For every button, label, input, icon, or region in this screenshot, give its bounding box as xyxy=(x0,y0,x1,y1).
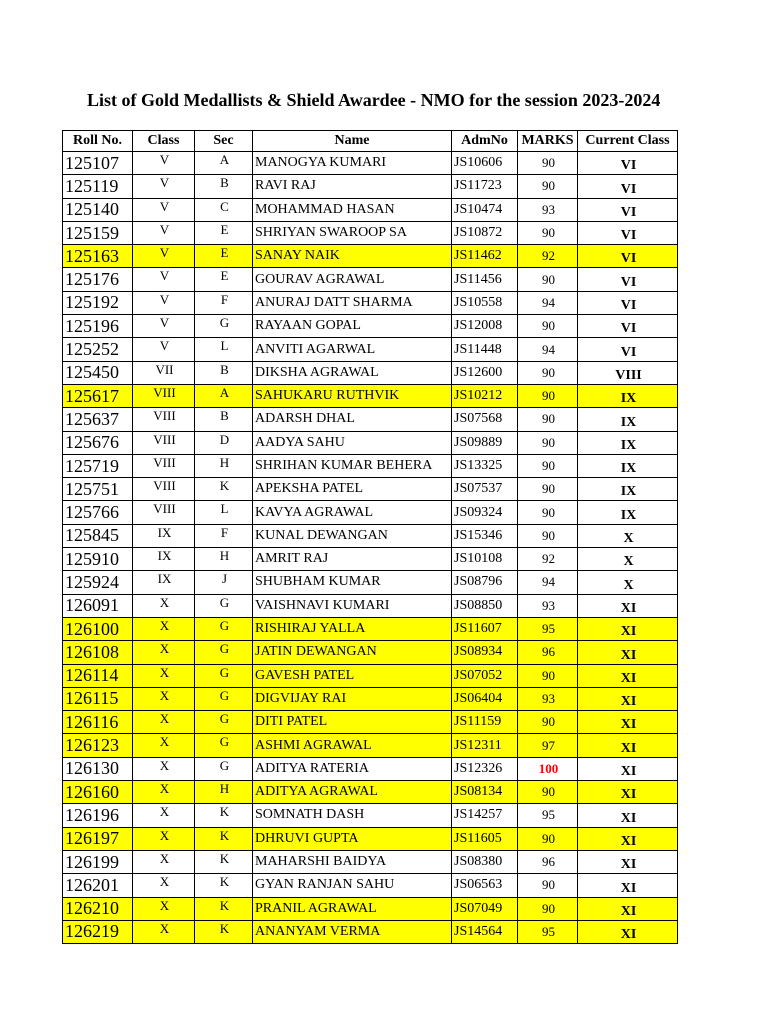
cell-marks: 94 xyxy=(518,338,578,361)
cell-admno: JS08934 xyxy=(452,641,518,664)
cell-section: K xyxy=(195,897,253,920)
cell-admno: JS10872 xyxy=(452,221,518,244)
cell-admno: JS11462 xyxy=(452,245,518,268)
cell-section: H xyxy=(195,781,253,804)
cell-admno: JS11159 xyxy=(452,711,518,734)
cell-current-class: IX xyxy=(578,501,678,524)
cell-name: RAVI RAJ xyxy=(253,175,452,198)
cell-current-class: XI xyxy=(578,734,678,757)
cell-class: X xyxy=(133,920,195,943)
cell-name: APEKSHA PATEL xyxy=(253,478,452,501)
cell-current-class: XI xyxy=(578,594,678,617)
table-row xyxy=(63,594,678,617)
cell-current-class: XI xyxy=(578,920,678,943)
cell-class: X xyxy=(133,687,195,710)
cell-marks: 96 xyxy=(518,641,578,664)
cell-admno: JS12600 xyxy=(452,361,518,384)
cell-admno: JS08134 xyxy=(452,781,518,804)
cell-marks: 90 xyxy=(518,478,578,501)
table-row xyxy=(63,781,678,804)
cell-class: X xyxy=(133,874,195,897)
cell-roll-no: 125751 xyxy=(63,478,133,501)
cell-admno: JS07052 xyxy=(452,664,518,687)
cell-roll-no: 125252 xyxy=(63,338,133,361)
cell-current-class: VI xyxy=(578,338,678,361)
cell-roll-no: 126100 xyxy=(63,617,133,640)
cell-section: L xyxy=(195,501,253,524)
table-row xyxy=(63,897,678,920)
cell-marks: 93 xyxy=(518,687,578,710)
cell-marks: 90 xyxy=(518,874,578,897)
cell-class: IX xyxy=(133,548,195,571)
header-current-class: Current Class xyxy=(578,131,678,152)
cell-name: DIGVIJAY RAI xyxy=(253,687,452,710)
cell-section: K xyxy=(195,850,253,873)
cell-class: X xyxy=(133,617,195,640)
cell-name: ADITYA AGRAWAL xyxy=(253,781,452,804)
cell-roll-no: 125163 xyxy=(63,245,133,268)
cell-section: H xyxy=(195,548,253,571)
cell-name: DHRUVI GUPTA xyxy=(253,827,452,850)
table-row xyxy=(63,641,678,664)
cell-admno: JS12326 xyxy=(452,757,518,780)
table-row xyxy=(63,361,678,384)
header-name: Name xyxy=(253,131,452,152)
cell-name: MAHARSHI BAIDYA xyxy=(253,850,452,873)
cell-class: IX xyxy=(133,524,195,547)
table-row xyxy=(63,711,678,734)
cell-marks: 90 xyxy=(518,501,578,524)
cell-name: ANANYAM VERMA xyxy=(253,920,452,943)
table-row xyxy=(63,478,678,501)
cell-admno: JS08796 xyxy=(452,571,518,594)
cell-admno: JS13325 xyxy=(452,454,518,477)
cell-section: E xyxy=(195,221,253,244)
table-row xyxy=(63,734,678,757)
cell-admno: JS07049 xyxy=(452,897,518,920)
cell-marks: 90 xyxy=(518,221,578,244)
cell-section: A xyxy=(195,384,253,407)
table-row xyxy=(63,524,678,547)
cell-class: V xyxy=(133,152,195,175)
cell-class: X xyxy=(133,711,195,734)
cell-roll-no: 126130 xyxy=(63,757,133,780)
cell-current-class: IX xyxy=(578,478,678,501)
cell-roll-no: 125176 xyxy=(63,268,133,291)
cell-admno: JS07537 xyxy=(452,478,518,501)
cell-section: K xyxy=(195,827,253,850)
cell-roll-no: 125140 xyxy=(63,198,133,221)
table-row xyxy=(63,245,678,268)
awardee-table xyxy=(62,130,678,944)
cell-roll-no: 126114 xyxy=(63,664,133,687)
cell-admno: JS15346 xyxy=(452,524,518,547)
cell-name: SHRIYAN SWAROOP SA xyxy=(253,221,452,244)
table-row xyxy=(63,338,678,361)
cell-marks: 90 xyxy=(518,361,578,384)
cell-admno: JS12008 xyxy=(452,315,518,338)
cell-name: RAYAAN GOPAL xyxy=(253,315,452,338)
cell-class: V xyxy=(133,268,195,291)
cell-roll-no: 125119 xyxy=(63,175,133,198)
cell-marks: 90 xyxy=(518,315,578,338)
cell-roll-no: 126123 xyxy=(63,734,133,757)
page-title: List of Gold Medallists & Shield Awardee - NMO for the session 2023-2024 xyxy=(87,90,661,110)
cell-roll-no: 126116 xyxy=(63,711,133,734)
cell-name: VAISHNAVI KUMARI xyxy=(253,594,452,617)
cell-name: JATIN DEWANGAN xyxy=(253,641,452,664)
cell-current-class: X xyxy=(578,524,678,547)
cell-name: ASHMI AGRAWAL xyxy=(253,734,452,757)
cell-marks: 90 xyxy=(518,152,578,175)
cell-section: A xyxy=(195,152,253,175)
cell-admno: JS11456 xyxy=(452,268,518,291)
cell-marks: 90 xyxy=(518,408,578,431)
cell-roll-no: 125637 xyxy=(63,408,133,431)
table-row xyxy=(63,431,678,454)
cell-current-class: IX xyxy=(578,384,678,407)
cell-name: ANVITI AGARWAL xyxy=(253,338,452,361)
cell-class: X xyxy=(133,664,195,687)
cell-roll-no: 126219 xyxy=(63,920,133,943)
cell-admno: JS14564 xyxy=(452,920,518,943)
cell-class: X xyxy=(133,897,195,920)
table-row xyxy=(63,757,678,780)
table-row xyxy=(63,198,678,221)
cell-roll-no: 126160 xyxy=(63,781,133,804)
cell-section: F xyxy=(195,524,253,547)
cell-current-class: VI xyxy=(578,198,678,221)
cell-section: G xyxy=(195,617,253,640)
cell-name: SANAY NAIK xyxy=(253,245,452,268)
cell-admno: JS11448 xyxy=(452,338,518,361)
cell-roll-no: 126210 xyxy=(63,897,133,920)
cell-roll-no: 126108 xyxy=(63,641,133,664)
cell-admno: JS07568 xyxy=(452,408,518,431)
cell-admno: JS10108 xyxy=(452,548,518,571)
table-row xyxy=(63,617,678,640)
cell-section: G xyxy=(195,734,253,757)
header-class: Class xyxy=(133,131,195,152)
table-row xyxy=(63,501,678,524)
cell-class: V xyxy=(133,338,195,361)
cell-roll-no: 125159 xyxy=(63,221,133,244)
cell-roll-no: 126197 xyxy=(63,827,133,850)
cell-class: VII xyxy=(133,361,195,384)
cell-section: B xyxy=(195,361,253,384)
cell-name: RISHIRAJ YALLA xyxy=(253,617,452,640)
cell-admno: JS08850 xyxy=(452,594,518,617)
cell-marks: 92 xyxy=(518,548,578,571)
cell-section: K xyxy=(195,804,253,827)
cell-marks: 90 xyxy=(518,384,578,407)
cell-section: K xyxy=(195,874,253,897)
header-sec: Sec xyxy=(195,131,253,152)
cell-section: G xyxy=(195,594,253,617)
cell-roll-no: 125676 xyxy=(63,431,133,454)
cell-name: ADITYA RATERIA xyxy=(253,757,452,780)
cell-marks: 95 xyxy=(518,804,578,827)
cell-section: G xyxy=(195,641,253,664)
cell-name: GAVESH PATEL xyxy=(253,664,452,687)
cell-roll-no: 126199 xyxy=(63,850,133,873)
cell-roll-no: 125192 xyxy=(63,291,133,314)
cell-marks: 97 xyxy=(518,734,578,757)
cell-name: GYAN RANJAN SAHU xyxy=(253,874,452,897)
cell-current-class: VI xyxy=(578,175,678,198)
cell-marks: 90 xyxy=(518,897,578,920)
cell-admno: JS11605 xyxy=(452,827,518,850)
cell-marks: 95 xyxy=(518,617,578,640)
cell-marks: 93 xyxy=(518,594,578,617)
cell-class: X xyxy=(133,641,195,664)
cell-current-class: XI xyxy=(578,804,678,827)
cell-marks: 90 xyxy=(518,431,578,454)
cell-current-class: VI xyxy=(578,221,678,244)
cell-section: G xyxy=(195,664,253,687)
cell-class: V xyxy=(133,221,195,244)
cell-marks: 93 xyxy=(518,198,578,221)
table-row xyxy=(63,221,678,244)
cell-admno: JS14257 xyxy=(452,804,518,827)
table-row xyxy=(63,152,678,175)
cell-section: J xyxy=(195,571,253,594)
cell-admno: JS06404 xyxy=(452,687,518,710)
cell-roll-no: 125107 xyxy=(63,152,133,175)
cell-marks: 90 xyxy=(518,827,578,850)
cell-class: X xyxy=(133,850,195,873)
cell-marks: 92 xyxy=(518,245,578,268)
cell-roll-no: 125924 xyxy=(63,571,133,594)
cell-roll-no: 125450 xyxy=(63,361,133,384)
cell-section: C xyxy=(195,198,253,221)
cell-current-class: VI xyxy=(578,245,678,268)
cell-admno: JS10212 xyxy=(452,384,518,407)
cell-name: DIKSHA AGRAWAL xyxy=(253,361,452,384)
cell-section: E xyxy=(195,268,253,291)
cell-section: D xyxy=(195,431,253,454)
header-marks: MARKS xyxy=(518,131,578,152)
cell-marks: 90 xyxy=(518,524,578,547)
cell-current-class: XI xyxy=(578,687,678,710)
cell-roll-no: 125719 xyxy=(63,454,133,477)
cell-class: V xyxy=(133,291,195,314)
table-row xyxy=(63,664,678,687)
cell-roll-no: 126115 xyxy=(63,687,133,710)
cell-name: SAHUKARU RUTHVIK xyxy=(253,384,452,407)
cell-roll-no: 125845 xyxy=(63,524,133,547)
cell-section: H xyxy=(195,454,253,477)
cell-section: F xyxy=(195,291,253,314)
cell-section: B xyxy=(195,408,253,431)
cell-admno: JS11607 xyxy=(452,617,518,640)
table-row xyxy=(63,384,678,407)
table-row xyxy=(63,454,678,477)
cell-current-class: VI xyxy=(578,268,678,291)
cell-admno: JS10606 xyxy=(452,152,518,175)
cell-name: SOMNATH DASH xyxy=(253,804,452,827)
cell-roll-no: 126091 xyxy=(63,594,133,617)
cell-current-class: XI xyxy=(578,850,678,873)
cell-marks: 90 xyxy=(518,268,578,291)
cell-current-class: XI xyxy=(578,827,678,850)
cell-marks: 90 xyxy=(518,454,578,477)
cell-current-class: XI xyxy=(578,757,678,780)
cell-admno: JS08380 xyxy=(452,850,518,873)
cell-class: X xyxy=(133,827,195,850)
cell-section: K xyxy=(195,920,253,943)
cell-section: B xyxy=(195,175,253,198)
cell-roll-no: 125910 xyxy=(63,548,133,571)
cell-class: X xyxy=(133,757,195,780)
cell-section: G xyxy=(195,315,253,338)
cell-admno: JS10558 xyxy=(452,291,518,314)
cell-current-class: XI xyxy=(578,617,678,640)
table-row xyxy=(63,175,678,198)
cell-class: VIII xyxy=(133,501,195,524)
cell-admno: JS10474 xyxy=(452,198,518,221)
cell-name: SHUBHAM KUMAR xyxy=(253,571,452,594)
header-admno: AdmNo xyxy=(452,131,518,152)
cell-class: X xyxy=(133,804,195,827)
cell-current-class: XI xyxy=(578,874,678,897)
cell-section: E xyxy=(195,245,253,268)
cell-admno: JS09889 xyxy=(452,431,518,454)
cell-current-class: XI xyxy=(578,641,678,664)
table-row xyxy=(63,874,678,897)
cell-name: ADARSH DHAL xyxy=(253,408,452,431)
cell-class: V xyxy=(133,245,195,268)
cell-name: KAVYA AGRAWAL xyxy=(253,501,452,524)
cell-name: GOURAV AGRAWAL xyxy=(253,268,452,291)
cell-current-class: XI xyxy=(578,897,678,920)
cell-admno: JS09324 xyxy=(452,501,518,524)
cell-class: X xyxy=(133,594,195,617)
cell-name: KUNAL DEWANGAN xyxy=(253,524,452,547)
cell-current-class: VIII xyxy=(578,361,678,384)
cell-current-class: VI xyxy=(578,152,678,175)
table-row xyxy=(63,408,678,431)
cell-name: AMRIT RAJ xyxy=(253,548,452,571)
cell-class: VIII xyxy=(133,454,195,477)
cell-current-class: VI xyxy=(578,315,678,338)
header-row xyxy=(63,131,678,152)
cell-marks: 90 xyxy=(518,781,578,804)
cell-roll-no: 125196 xyxy=(63,315,133,338)
cell-name: DITI PATEL xyxy=(253,711,452,734)
table-row xyxy=(63,804,678,827)
table-row xyxy=(63,920,678,943)
cell-marks: 100 xyxy=(518,757,578,780)
header-roll: Roll No. xyxy=(63,131,133,152)
table-row xyxy=(63,268,678,291)
cell-class: V xyxy=(133,175,195,198)
cell-marks: 90 xyxy=(518,175,578,198)
cell-current-class: X xyxy=(578,548,678,571)
cell-name: SHRIHAN KUMAR BEHERA xyxy=(253,454,452,477)
cell-current-class: IX xyxy=(578,454,678,477)
cell-roll-no: 126196 xyxy=(63,804,133,827)
table-row xyxy=(63,291,678,314)
table-row xyxy=(63,571,678,594)
cell-name: AADYA SAHU xyxy=(253,431,452,454)
cell-section: K xyxy=(195,478,253,501)
cell-section: L xyxy=(195,338,253,361)
cell-current-class: XI xyxy=(578,711,678,734)
cell-section: G xyxy=(195,711,253,734)
cell-name: PRANIL AGRAWAL xyxy=(253,897,452,920)
cell-current-class: X xyxy=(578,571,678,594)
cell-class: VIII xyxy=(133,384,195,407)
cell-marks: 96 xyxy=(518,850,578,873)
cell-roll-no: 125617 xyxy=(63,384,133,407)
cell-admno: JS06563 xyxy=(452,874,518,897)
cell-name: MOHAMMAD HASAN xyxy=(253,198,452,221)
cell-current-class: XI xyxy=(578,664,678,687)
cell-class: VIII xyxy=(133,431,195,454)
cell-current-class: IX xyxy=(578,408,678,431)
cell-roll-no: 126201 xyxy=(63,874,133,897)
cell-admno: JS12311 xyxy=(452,734,518,757)
cell-class: X xyxy=(133,734,195,757)
cell-name: MANOGYA KUMARI xyxy=(253,152,452,175)
cell-marks: 95 xyxy=(518,920,578,943)
cell-current-class: VI xyxy=(578,291,678,314)
cell-class: X xyxy=(133,781,195,804)
cell-current-class: XI xyxy=(578,781,678,804)
cell-section: G xyxy=(195,757,253,780)
cell-class: VIII xyxy=(133,478,195,501)
cell-roll-no: 125766 xyxy=(63,501,133,524)
cell-marks: 90 xyxy=(518,664,578,687)
cell-current-class: IX xyxy=(578,431,678,454)
cell-marks: 90 xyxy=(518,711,578,734)
table-row xyxy=(63,687,678,710)
table-row xyxy=(63,548,678,571)
table-row xyxy=(63,850,678,873)
cell-marks: 94 xyxy=(518,291,578,314)
cell-class: V xyxy=(133,198,195,221)
cell-section: G xyxy=(195,687,253,710)
cell-class: VIII xyxy=(133,408,195,431)
table-row xyxy=(63,827,678,850)
cell-name: ANURAJ DATT SHARMA xyxy=(253,291,452,314)
cell-marks: 94 xyxy=(518,571,578,594)
cell-class: IX xyxy=(133,571,195,594)
cell-class: V xyxy=(133,315,195,338)
table-row xyxy=(63,315,678,338)
cell-admno: JS11723 xyxy=(452,175,518,198)
